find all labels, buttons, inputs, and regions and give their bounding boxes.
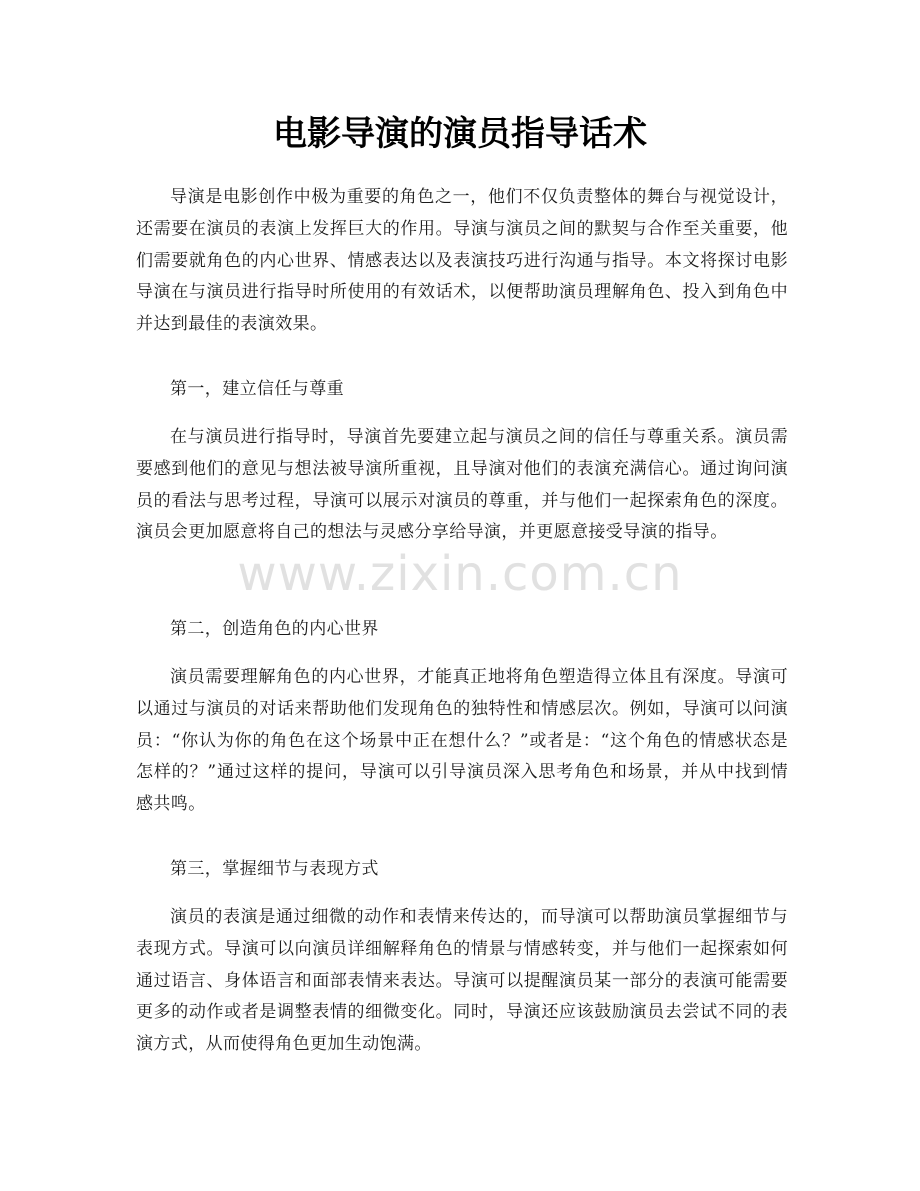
- section-3-body: 演员的表演是通过细微的动作和表情来传达的，而导演可以帮助演员掌握细节与表现方式。导演可以向演员详细解释角色的情景与情感转变，并与他们一起探索如何通过语言、身体语言和面部表情来表达。导演可以提醒演员某一部分的表演可能需要更多的动作或者是调整表情的细微变化。同时，导演还应该鼓励演员去尝试不同的表演方式，从而使得角色更加生动饱满。: [136, 907, 788, 1055]
- section-2-body: 演员需要理解角色的内心世界，才能真正地将角色塑造得立体且有深度。导演可以通过与演员的对话来帮助他们发现角色的独特性和情感层次。例如，导演可以问演员：“你认为你的角色在这个场景中正在想什么？”或者是：“这个角色的情感状态是怎样的？”通过这样的提问，导演可以引导演员深入思考角色和场景，并从中找到情感共鸣。: [136, 667, 788, 815]
- watermark: www.zixin.com.cn: [237, 546, 683, 602]
- section-1-body: 在与演员进行指导时，导演首先要建立起与演员之间的信任与尊重关系。演员需要感到他们的意见与想法被导演所重视，且导演对他们的表演充满信心。通过询问演员的看法与思考过程，导演可以展示对演员的尊重，并与他们一起探索角色的深度。演员会更加愿意将自己的想法与灵感分享给导演，并更愿意接受导演的指导。: [136, 427, 788, 543]
- section-2-heading: 第二，创造角色的内心世界: [170, 619, 379, 639]
- section-1-heading: 第一，建立信任与尊重: [170, 379, 344, 399]
- intro-paragraph: 导演是电影创作中极为重要的角色之一，他们不仅负责整体的舞台与视觉设计，还需要在演员的表演上发挥巨大的作用。导演与演员之间的默契与合作至关重要，他们需要就角色的内心世界、情感表达以及表演技巧进行沟通与指导。本文将探讨电影导演在与演员进行指导时所使用的有效话术，以便帮助演员理解角色、投入到角色中并达到最佳的表演效果。: [136, 187, 788, 335]
- document-title: 电影导演的演员指导话术: [273, 114, 647, 154]
- section-3-heading: 第三，掌握细节与表现方式: [170, 859, 379, 879]
